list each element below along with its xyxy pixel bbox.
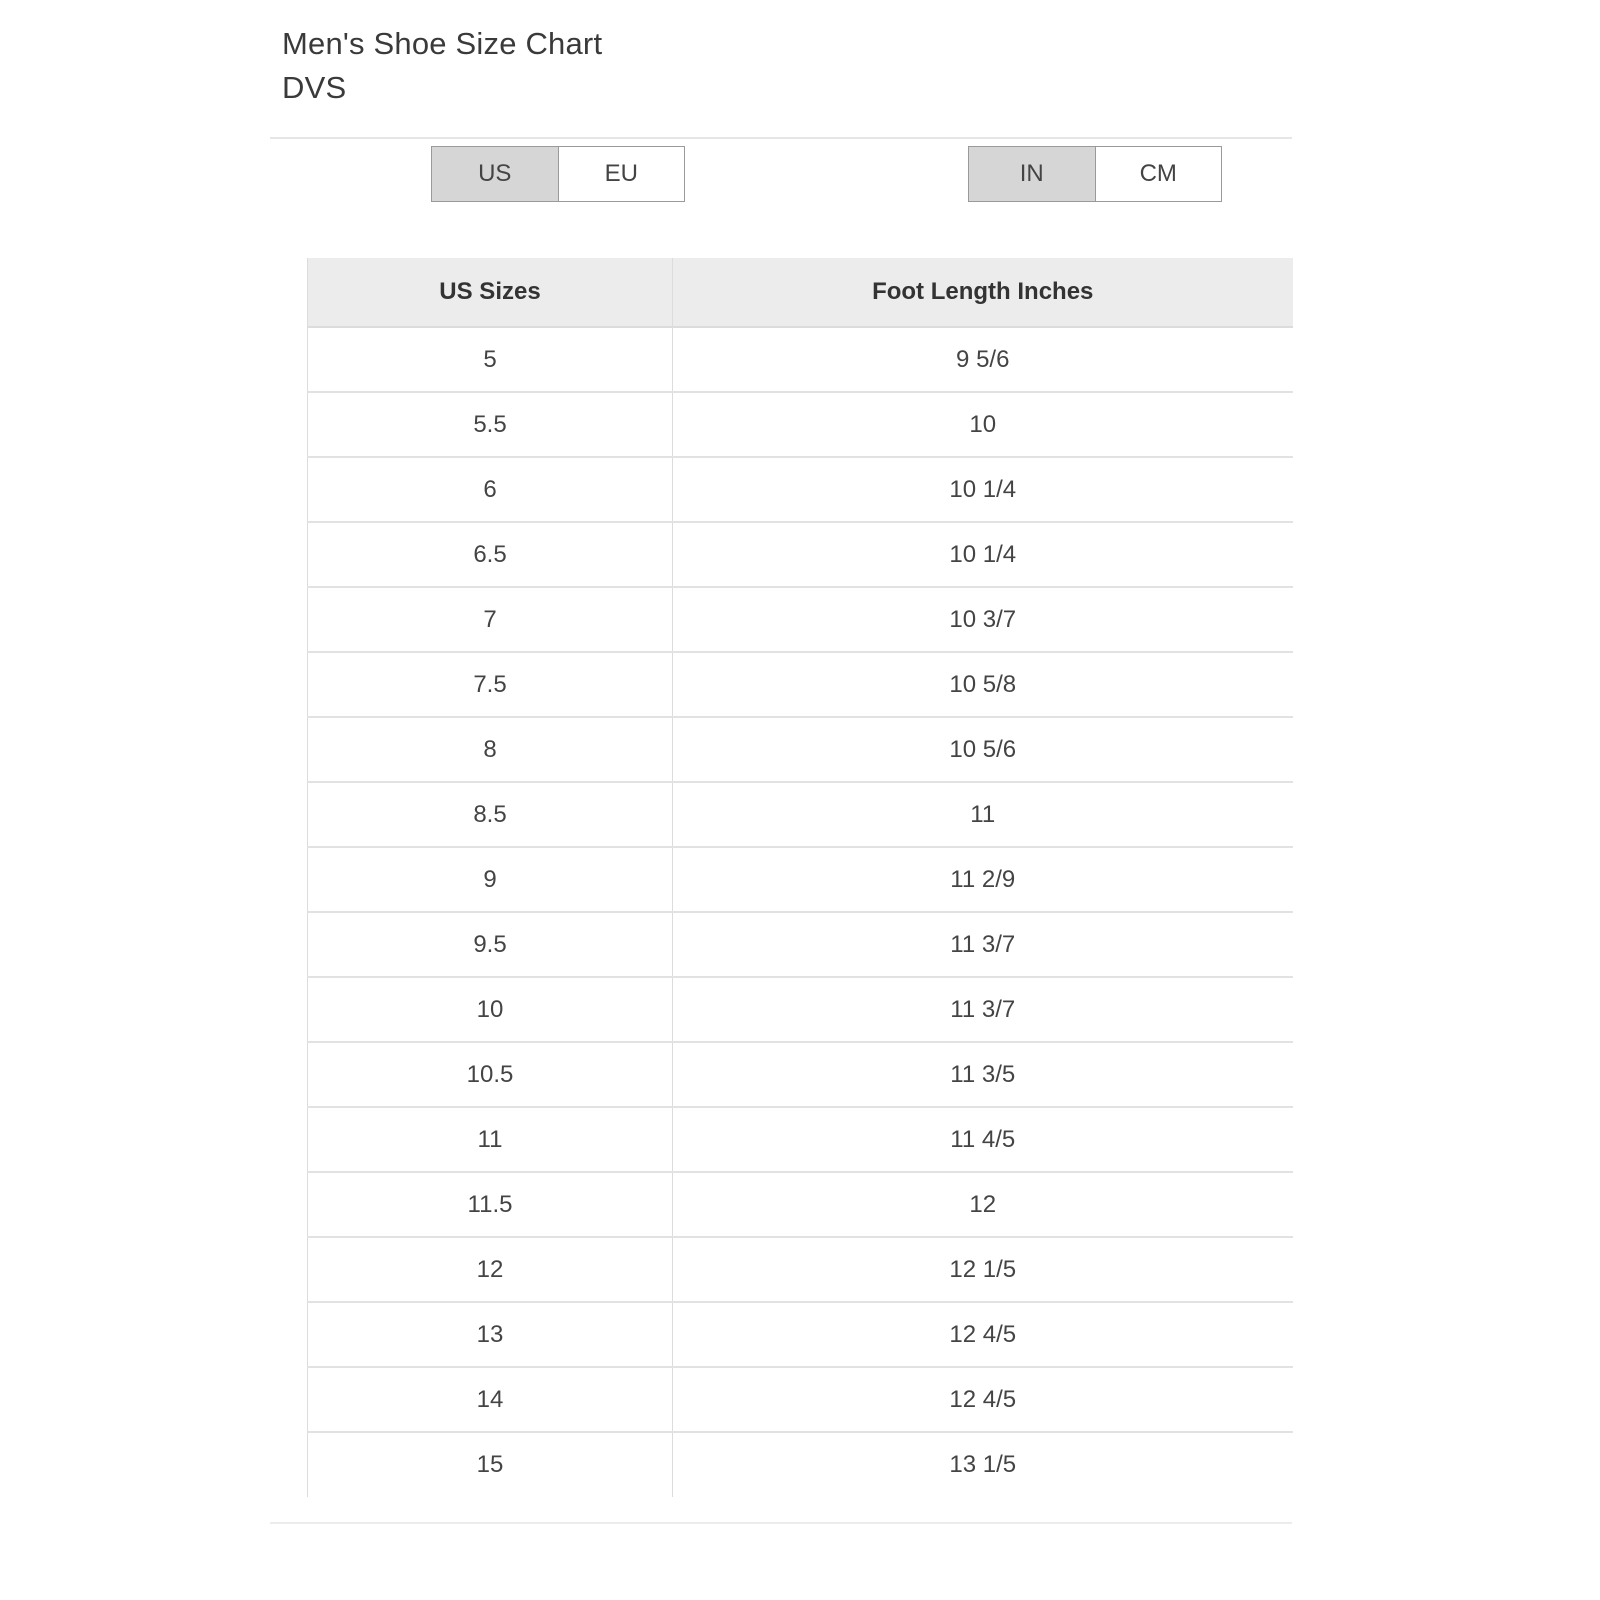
table-row xyxy=(308,717,1293,782)
top-divider xyxy=(270,137,1292,139)
us-size-cell: 15 xyxy=(308,1432,673,1497)
foot-length-cell: 11 4/5 xyxy=(673,1107,1293,1172)
table-row xyxy=(308,1432,1293,1497)
table-row xyxy=(308,457,1293,522)
table-row xyxy=(308,1302,1293,1367)
column-header-us-sizes: US Sizes xyxy=(308,258,673,327)
bottom-divider xyxy=(270,1522,1292,1524)
foot-length-cell: 11 3/7 xyxy=(673,912,1293,977)
foot-length-cell: 11 2/9 xyxy=(673,847,1293,912)
us-size-cell: 7 xyxy=(308,587,673,652)
table-row xyxy=(308,1042,1293,1107)
table-row xyxy=(308,782,1293,847)
foot-length-cell: 10 3/7 xyxy=(673,587,1293,652)
table-row xyxy=(308,1367,1293,1432)
table-row xyxy=(308,1107,1293,1172)
us-size-cell: 10.5 xyxy=(308,1042,673,1107)
us-size-cell: 6.5 xyxy=(308,522,673,587)
us-size-cell: 6 xyxy=(308,457,673,522)
us-size-cell: 5.5 xyxy=(308,392,673,457)
foot-length-cell: 10 5/8 xyxy=(673,652,1293,717)
foot-length-cell: 12 4/5 xyxy=(673,1302,1293,1367)
table-row xyxy=(308,522,1293,587)
us-size-cell: 10 xyxy=(308,977,673,1042)
foot-length-cell: 10 5/6 xyxy=(673,717,1293,782)
foot-length-cell: 12 xyxy=(673,1172,1293,1237)
centimeters-toggle-button[interactable]: CM xyxy=(1095,147,1222,201)
foot-length-cell: 11 3/5 xyxy=(673,1042,1293,1107)
table-header-row xyxy=(308,258,1293,327)
us-toggle-button[interactable]: US xyxy=(432,147,558,201)
foot-length-cell: 10 1/4 xyxy=(673,522,1293,587)
foot-length-cell: 10 1/4 xyxy=(673,457,1293,522)
foot-length-cell: 11 3/7 xyxy=(673,977,1293,1042)
size-table xyxy=(307,258,1293,1497)
us-size-cell: 8.5 xyxy=(308,782,673,847)
us-size-cell: 5 xyxy=(308,327,673,392)
table-row xyxy=(308,847,1293,912)
foot-length-cell: 12 4/5 xyxy=(673,1367,1293,1432)
column-header-foot-length: Foot Length Inches xyxy=(673,258,1293,327)
eu-toggle-button[interactable]: EU xyxy=(558,147,685,201)
brand-name: DVS xyxy=(282,70,347,105)
us-size-cell: 7.5 xyxy=(308,652,673,717)
inches-toggle-button[interactable]: IN xyxy=(969,147,1095,201)
unit-toggle xyxy=(968,146,1222,202)
table-row xyxy=(308,977,1293,1042)
table-row xyxy=(308,912,1293,977)
page-title: Men's Shoe Size Chart xyxy=(282,26,603,61)
us-size-cell: 13 xyxy=(308,1302,673,1367)
table-row xyxy=(308,1172,1293,1237)
us-size-cell: 8 xyxy=(308,717,673,782)
table-body xyxy=(308,327,1293,1497)
us-size-cell: 11 xyxy=(308,1107,673,1172)
table-row xyxy=(308,392,1293,457)
table-row xyxy=(308,652,1293,717)
table-row xyxy=(308,1237,1293,1302)
us-size-cell: 9.5 xyxy=(308,912,673,977)
table-row xyxy=(308,587,1293,652)
table-row xyxy=(308,327,1293,392)
us-size-cell: 14 xyxy=(308,1367,673,1432)
us-size-cell: 12 xyxy=(308,1237,673,1302)
us-size-cell: 9 xyxy=(308,847,673,912)
title-block xyxy=(282,22,602,110)
foot-length-cell: 9 5/6 xyxy=(673,327,1293,392)
region-toggle xyxy=(431,146,685,202)
foot-length-cell: 12 1/5 xyxy=(673,1237,1293,1302)
foot-length-cell: 11 xyxy=(673,782,1293,847)
foot-length-cell: 13 1/5 xyxy=(673,1432,1293,1497)
us-size-cell: 11.5 xyxy=(308,1172,673,1237)
foot-length-cell: 10 xyxy=(673,392,1293,457)
